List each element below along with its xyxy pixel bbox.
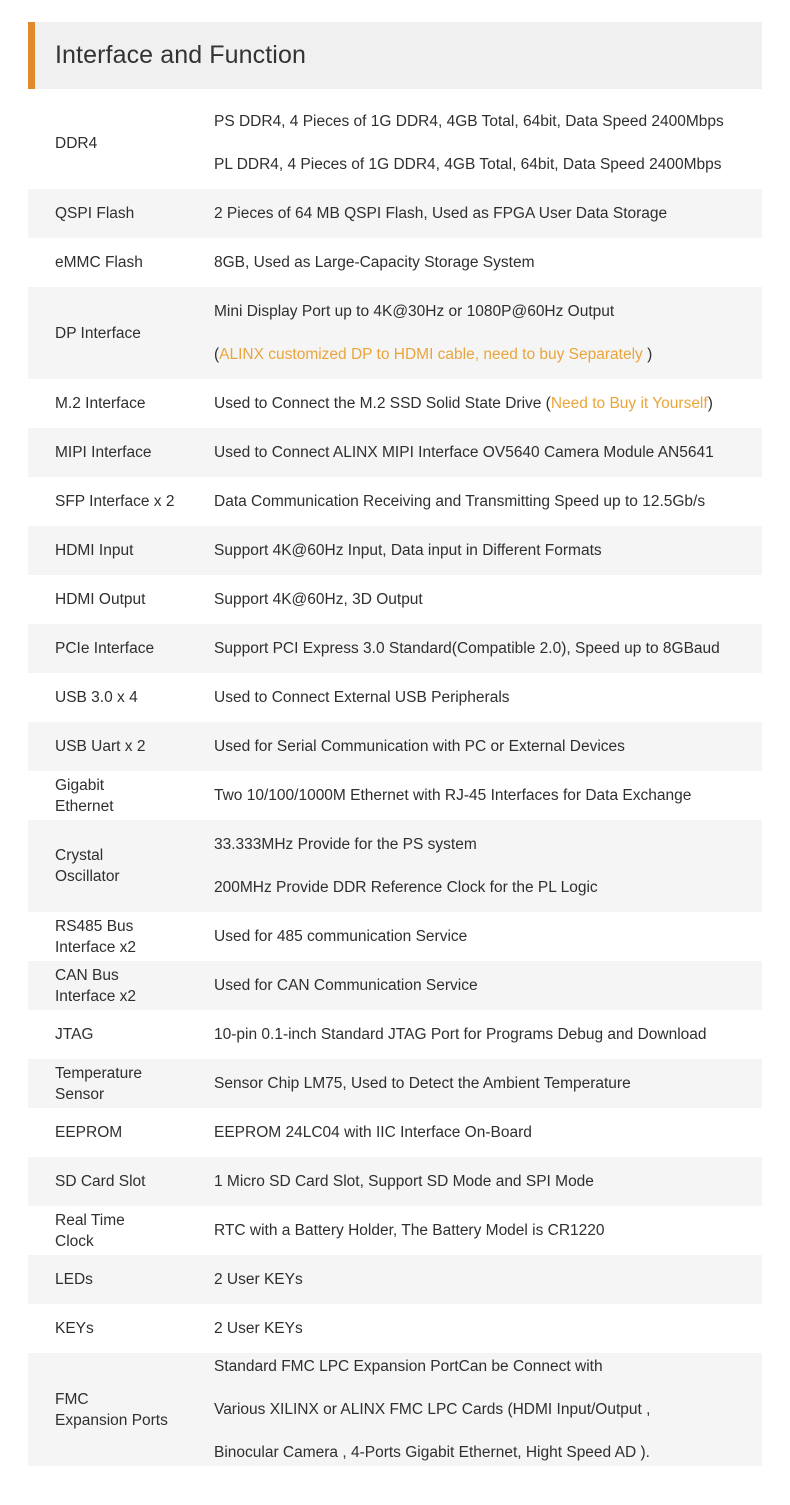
row-value-line: Sensor Chip LM75, Used to Detect the Ambient Temperature [214, 1075, 631, 1092]
row-label: JTAG [55, 1026, 94, 1043]
row-value-line: Standard FMC LPC Expansion PortCan be Connect with [214, 1358, 603, 1375]
row-value-line: Support 4K@60Hz Input, Data input in Different Formats [214, 542, 602, 559]
row-value [214, 252, 762, 273]
table-row [28, 97, 762, 189]
page-title: Interface and Function [55, 41, 306, 69]
table-row [28, 624, 762, 673]
row-label: HDMI Input [55, 542, 134, 559]
row-label: Crystal Oscillator [55, 847, 120, 885]
table-row [28, 1157, 762, 1206]
row-value-line: Used for 485 communication Service [214, 928, 468, 945]
row-label: QSPI Flash [55, 205, 135, 222]
row-value-line: PL DDR4, 4 Pieces of 1G DDR4, 4GB Total, 64bit, Data Speed 2400Mbps [214, 156, 722, 173]
row-value [214, 1073, 762, 1094]
table-row [28, 771, 762, 820]
row-label: EEPROM [55, 1124, 123, 1141]
table-row [28, 912, 762, 961]
row-label: Real Time Clock [55, 1211, 125, 1250]
row-label: FMC Expansion Ports [55, 1390, 168, 1429]
row-label: HDMI Output [55, 591, 146, 608]
row-value-line: Used for CAN Communication Service [214, 977, 478, 994]
row-label: Gigabit Ethernet [55, 776, 114, 815]
row-value [214, 1269, 762, 1290]
row-value-line: 33.333MHz Provide for the PS system [214, 836, 477, 853]
row-value [214, 736, 762, 757]
table-row [28, 722, 762, 771]
row-value-line: Support PCI Express 3.0 Standard(Compatible 2.0), Speed up to 8GBaud [214, 640, 720, 657]
table-row [28, 1206, 762, 1255]
row-label: M.2 Interface [55, 395, 146, 412]
row-value-line: 2 Pieces of 64 MB QSPI Flash, Used as FPGA User Data Storage [214, 205, 668, 222]
row-value [214, 1122, 762, 1143]
accent-bar [28, 22, 35, 89]
table-row [28, 673, 762, 722]
table-row [28, 287, 762, 379]
row-label: CAN Bus Interface x2 [55, 966, 136, 1005]
table-row [28, 477, 762, 526]
row-value [214, 1220, 762, 1241]
row-value [214, 442, 762, 463]
row-value [214, 1318, 762, 1339]
row-value-line: Binocular Camera , 4-Ports Gigabit Ethernet, Hight Speed AD ). [214, 1444, 650, 1461]
row-label: SD Card Slot [55, 1173, 146, 1190]
table-row [28, 1353, 762, 1466]
table-row [28, 820, 762, 912]
row-value [214, 301, 762, 365]
row-value [214, 393, 762, 414]
row-value [214, 1356, 762, 1463]
row-value-line: 1 Micro SD Card Slot, Support SD Mode and SPI Mode [214, 1173, 594, 1190]
row-label: USB Uart x 2 [55, 738, 146, 755]
row-value-line: 10-pin 0.1-inch Standard JTAG Port for Programs Debug and Download [214, 1026, 707, 1043]
row-value [214, 589, 762, 610]
row-label: KEYs [55, 1320, 94, 1337]
row-value-line: PS DDR4, 4 Pieces of 1G DDR4, 4GB Total, 64bit, Data Speed 2400Mbps [214, 113, 724, 130]
row-value [214, 203, 762, 224]
table-row [28, 1059, 762, 1108]
row-value [214, 834, 762, 898]
table-row [28, 575, 762, 624]
row-value-line: Data Communication Receiving and Transmitting Speed up to 12.5Gb/s [214, 493, 706, 510]
highlighted-note: Need to Buy it Yourself [550, 395, 708, 412]
row-value-line: 200MHz Provide DDR Reference Clock for the PL Logic [214, 879, 598, 896]
highlighted-note: ALINX customized DP to HDMI cable, need to buy Separately [219, 346, 643, 363]
table-row [28, 526, 762, 575]
section-header [28, 22, 762, 89]
row-value-line: Used to Connect ALINX MIPI Interface OV5640 Camera Module AN5641 [214, 444, 714, 461]
row-label: USB 3.0 x 4 [55, 689, 138, 706]
row-value-line: Mini Display Port up to 4K@30Hz or 1080P@60Hz Output [214, 303, 615, 320]
table-row [28, 961, 762, 1010]
row-value-line: Two 10/100/1000M Ethernet with RJ-45 Interfaces for Data Exchange [214, 787, 692, 804]
row-value [214, 638, 762, 659]
row-value-line: Various XILINX or ALINX FMC LPC Cards (HDMI Input/Output , [214, 1401, 651, 1418]
table-row [28, 238, 762, 287]
table-row [28, 1255, 762, 1304]
table-row [28, 1108, 762, 1157]
row-label: DP Interface [55, 324, 141, 342]
row-label: MIPI Interface [55, 444, 152, 461]
specification-table [28, 97, 762, 1466]
row-label: PCIe Interface [55, 640, 155, 657]
row-value-line: Used for Serial Communication with PC or External Devices [214, 738, 625, 755]
row-value [214, 1024, 762, 1045]
row-value-line: Support 4K@60Hz, 3D Output [214, 591, 423, 608]
row-value-line: (ALINX customized DP to HDMI cable, need to buy Separately ) [214, 346, 653, 363]
row-label: LEDs [55, 1271, 93, 1288]
row-value-line: RTC with a Battery Holder, The Battery Model is CR1220 [214, 1222, 605, 1239]
row-label: DDR4 [55, 134, 98, 152]
row-value-line: 2 User KEYs [214, 1320, 303, 1337]
row-value [214, 687, 762, 708]
row-value-line: 8GB, Used as Large-Capacity Storage System [214, 254, 535, 271]
row-value [214, 785, 762, 806]
row-value-line: Used to Connect External USB Peripherals [214, 689, 510, 706]
table-row [28, 428, 762, 477]
row-value [214, 111, 762, 175]
row-label: eMMC Flash [55, 254, 143, 271]
row-label: SFP Interface x 2 [55, 493, 175, 510]
row-value [214, 926, 762, 947]
row-label: Temperature Sensor [55, 1064, 143, 1103]
row-label: RS485 Bus Interface x2 [55, 917, 136, 956]
table-row [28, 379, 762, 428]
table-row [28, 1010, 762, 1059]
row-value-line: EEPROM 24LC04 with IIC Interface On-Board [214, 1124, 532, 1141]
table-row [28, 1304, 762, 1353]
row-value-line: Used to Connect the M.2 SSD Solid State Drive (Need to Buy it Yourself) [214, 395, 713, 412]
row-value [214, 1171, 762, 1192]
row-value [214, 491, 762, 512]
row-value [214, 975, 762, 996]
row-value-line: 2 User KEYs [214, 1271, 303, 1288]
table-row [28, 189, 762, 238]
row-value [214, 540, 762, 561]
